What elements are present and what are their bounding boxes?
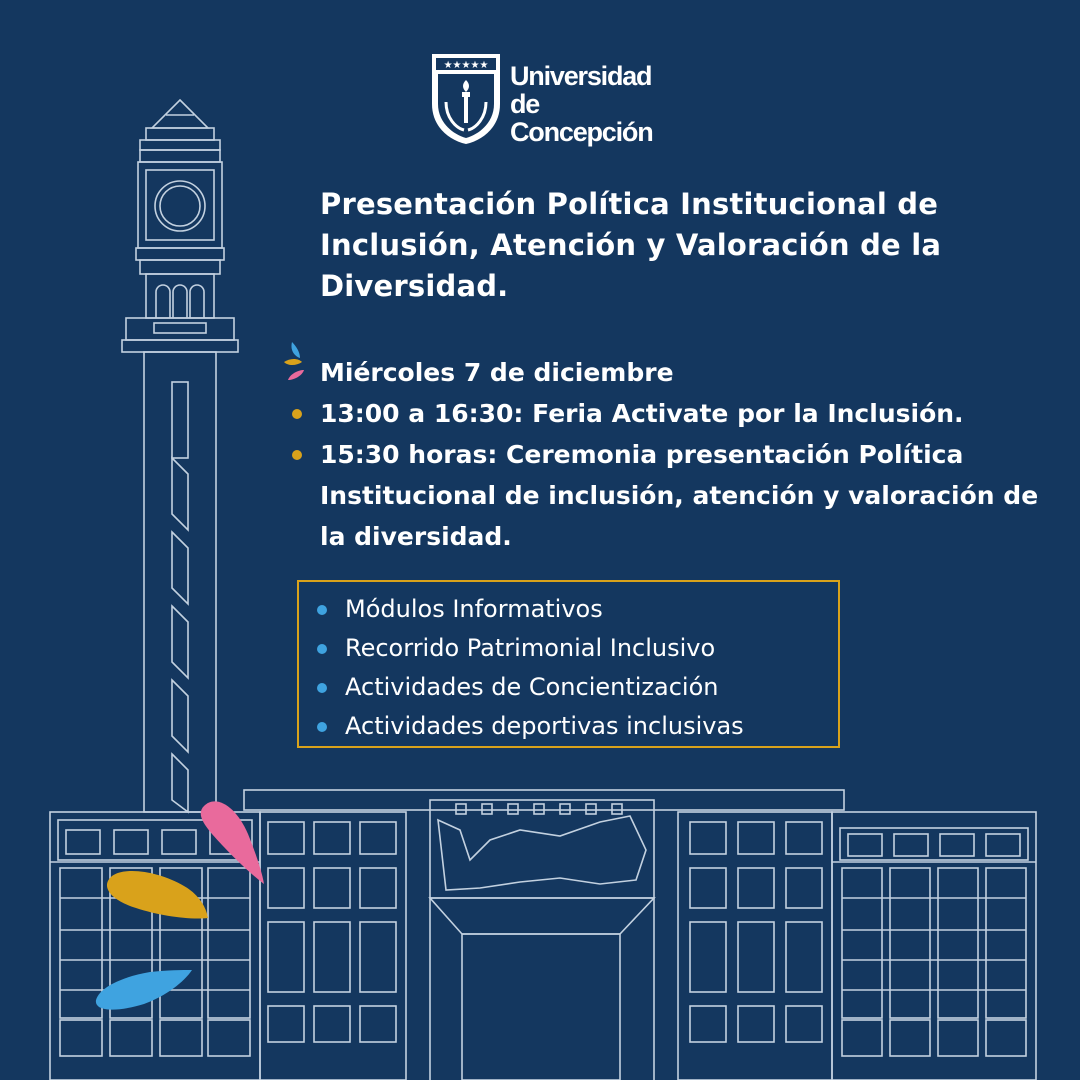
schedule-item-text: 15:30 horas: Ceremonia presentación Política Institucional de inclusión, atención y valoración de la diversidad. xyxy=(320,440,1039,551)
blue-bullet-icon xyxy=(317,683,327,693)
left-wing-illustration xyxy=(50,812,260,1080)
clock-tower-illustration xyxy=(122,100,238,812)
gold-petal-shape xyxy=(107,871,208,918)
university-name-line1: Universidad xyxy=(510,61,652,91)
activity-item xyxy=(345,590,838,629)
gold-bullet-icon xyxy=(292,409,302,419)
university-name xyxy=(510,62,678,146)
event-schedule xyxy=(320,352,1060,557)
activity-item-text: Actividades deportivas inclusivas xyxy=(345,712,744,740)
activity-item xyxy=(345,707,838,746)
activities-box xyxy=(297,580,840,748)
schedule-item xyxy=(320,393,1060,434)
university-name-line2: de Concepción xyxy=(510,89,653,147)
right-center-block-illustration xyxy=(678,812,832,1080)
activity-item xyxy=(345,668,838,707)
event-title: Presentación Política Institucional de Inclusión, Atención y Valoración de la Diversidad. xyxy=(320,187,942,303)
shield-torch-icon xyxy=(428,52,504,148)
activity-item-text: Actividades de Concientización xyxy=(345,673,719,701)
event-date: Miércoles 7 de diciembre xyxy=(320,358,674,387)
schedule-item-text: 13:00 a 16:30: Feria Activate por la Inclusión. xyxy=(320,399,964,428)
activity-item-text: Recorrido Patrimonial Inclusivo xyxy=(345,634,716,662)
left-center-block-illustration xyxy=(260,812,406,1080)
event-date-row xyxy=(320,352,1060,393)
blue-bullet-icon xyxy=(317,644,327,654)
blue-bullet-icon xyxy=(317,605,327,615)
archway-illustration xyxy=(430,800,654,1080)
blue-bullet-icon xyxy=(317,722,327,732)
activity-item-text: Módulos Informativos xyxy=(345,595,603,623)
svg-text:★★★★★: ★★★★★ xyxy=(443,60,489,71)
activity-item xyxy=(345,629,838,668)
university-logo xyxy=(428,52,678,148)
schedule-item xyxy=(320,434,1060,557)
right-wing-illustration xyxy=(832,812,1036,1080)
gold-bullet-icon xyxy=(292,450,302,460)
splash-icon xyxy=(282,340,318,384)
